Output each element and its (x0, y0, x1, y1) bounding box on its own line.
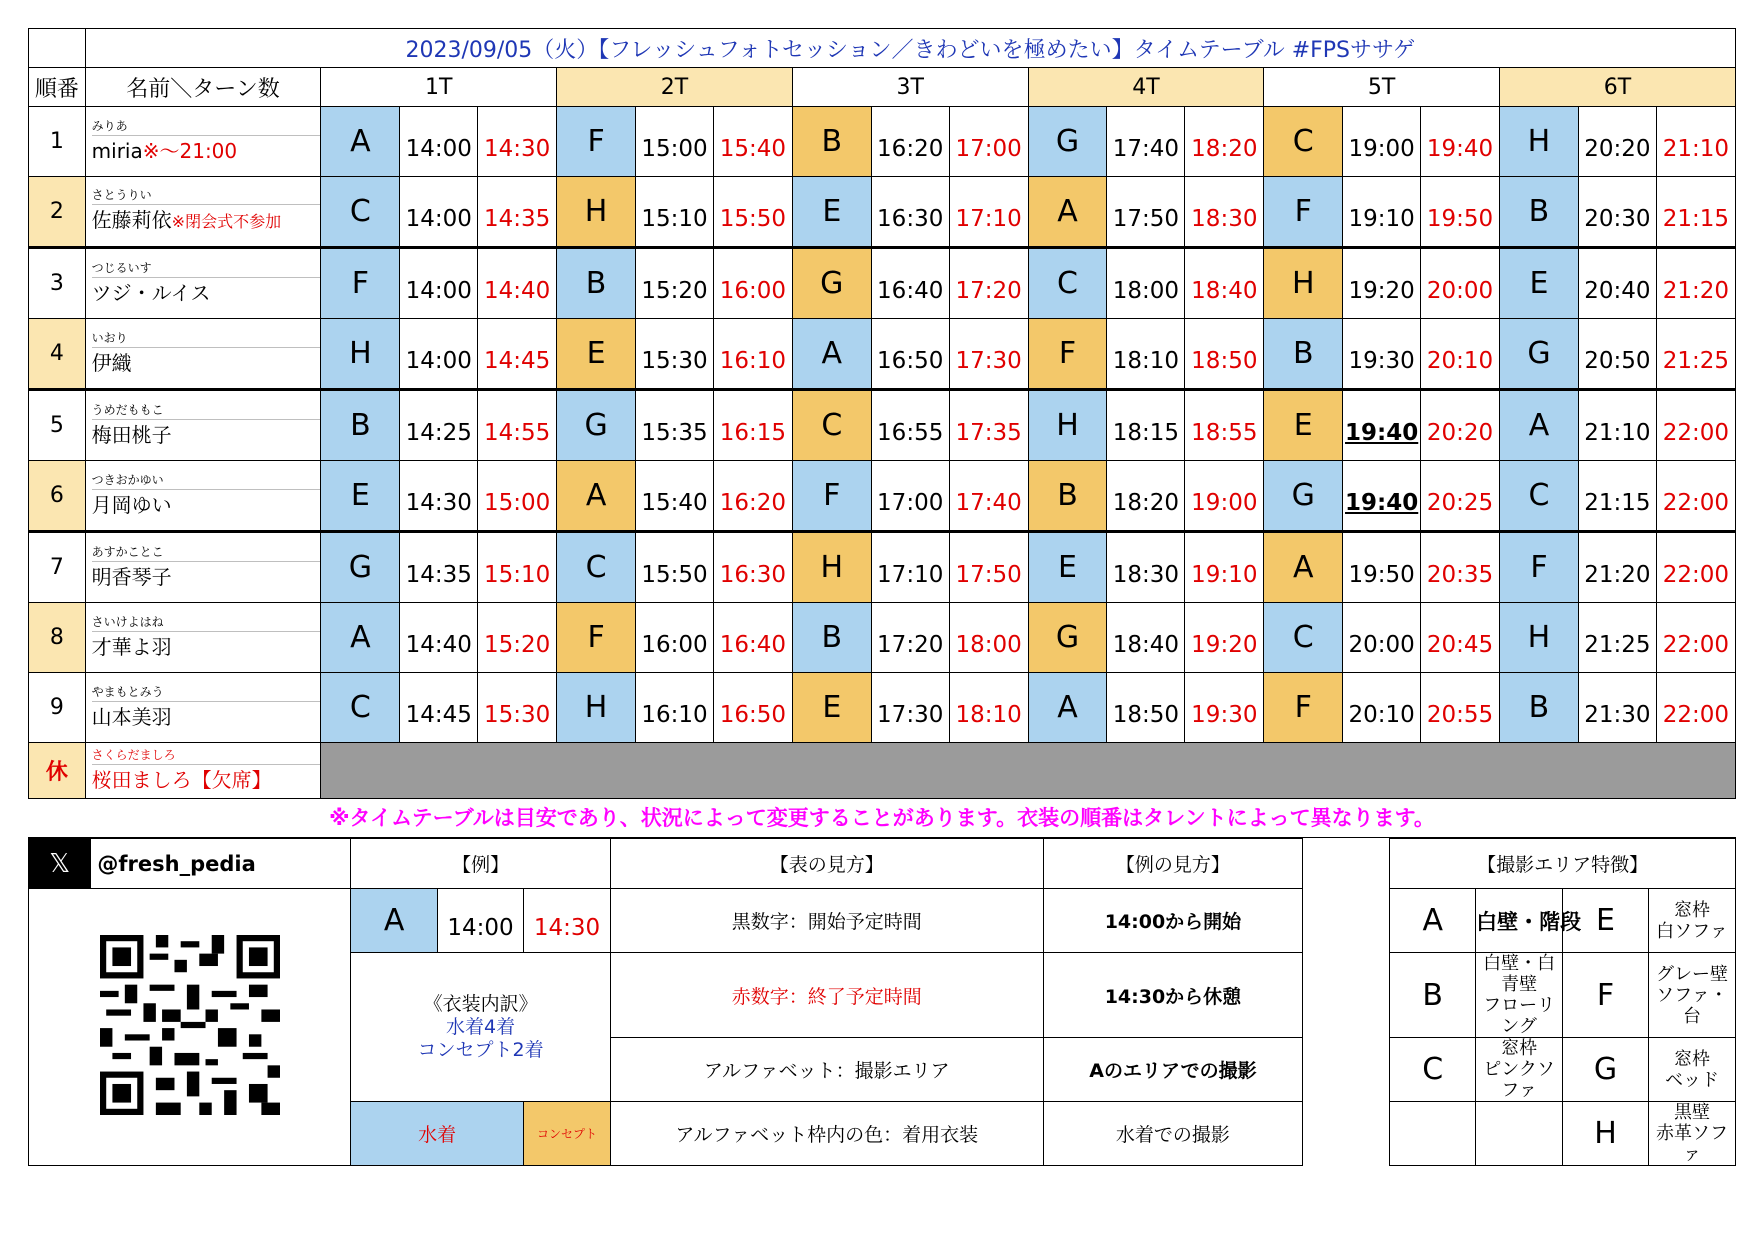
area-letter-e: E (1563, 889, 1649, 953)
area-cell: C (321, 177, 400, 248)
area-cell: F (792, 461, 871, 532)
how-area: アルファベット：撮影エリア (610, 1038, 1043, 1102)
end-time: 17:30 (949, 319, 1028, 390)
table-row (29, 390, 1736, 461)
area-desc-b: 白壁・白青壁 フローリング (1476, 953, 1563, 1038)
end-time: 21:10 (1656, 107, 1735, 177)
row-number: 9 (29, 673, 86, 743)
end-time: 19:10 (1185, 532, 1264, 603)
end-time: 20:45 (1421, 603, 1500, 673)
start-time: 14:25 (400, 390, 478, 461)
end-time: 18:10 (949, 673, 1028, 743)
start-time: 17:00 (871, 461, 949, 532)
area-cell: B (1500, 177, 1579, 248)
start-time: 19:00 (1343, 107, 1421, 177)
area-cell: B (792, 107, 871, 177)
area-cell: E (1500, 248, 1579, 319)
performer-name-text: 明香琴子 (91, 565, 172, 589)
table-row (29, 532, 1736, 603)
how-to-read-header: 【表の見方】 (610, 839, 1043, 889)
area-cell: B (1264, 319, 1343, 390)
area-cell: H (1500, 107, 1579, 177)
end-time: 22:00 (1656, 390, 1735, 461)
area-cell: E (792, 673, 871, 743)
name-kana: みりあ (92, 117, 327, 136)
start-time: 17:10 (871, 532, 949, 603)
area-desc-e: 窓枠 白ソファ (1648, 889, 1735, 953)
performer-name-cell (85, 248, 321, 319)
row-number: 6 (29, 461, 86, 532)
turn-header-3: 3T (792, 68, 1028, 107)
end-time: 20:20 (1421, 390, 1500, 461)
area-cell: H (557, 673, 636, 743)
name-kana: さとうりい (92, 186, 327, 205)
end-time: 18:00 (949, 603, 1028, 673)
area-cell: C (792, 390, 871, 461)
end-time: 17:10 (949, 177, 1028, 248)
end-time: 14:55 (478, 390, 557, 461)
area-cell: F (1028, 319, 1107, 390)
example-header: 【例】 (351, 839, 611, 889)
end-time: 16:15 (713, 390, 792, 461)
absent-name: 桜田ましろ【欠席】 (91, 768, 272, 792)
end-time: 17:00 (949, 107, 1028, 177)
end-time: 18:20 (1185, 107, 1264, 177)
performer-name (92, 490, 321, 520)
end-time: 22:00 (1656, 532, 1735, 603)
area-cell: A (321, 603, 400, 673)
page-title: 2023/09/05（火）【フレッシュフォトセッション／きわどいを極めたい】タイムテーブル #FPSササゲ (85, 29, 1735, 68)
swim-legend: 水着 (351, 1102, 524, 1166)
absent-name-cell (85, 743, 321, 799)
performer-name-text: 佐藤莉依 (91, 208, 172, 232)
how-start: 黒数字：開始予定時間 (610, 889, 1043, 953)
start-time: 16:40 (871, 248, 949, 319)
start-time: 17:50 (1107, 177, 1185, 248)
how-color: アルファベット枠内の色：着用衣装 (610, 1102, 1043, 1166)
area-cell: E (557, 319, 636, 390)
start-time: 20:20 (1578, 107, 1656, 177)
performer-name-text: 山本美羽 (91, 705, 172, 729)
start-time: 16:10 (636, 673, 714, 743)
performer-name-cell (85, 390, 321, 461)
order-header: 順番 (29, 68, 86, 107)
performer-name-cell (85, 319, 321, 390)
area-cell: B (1500, 673, 1579, 743)
area-cell: F (557, 603, 636, 673)
table-row (29, 248, 1736, 319)
example-start: 14:00 (438, 889, 524, 953)
area-cell: A (792, 319, 871, 390)
name-kana: うめだももこ (92, 401, 327, 420)
performer-name-text: 伊織 (91, 351, 132, 375)
area-cell: E (321, 461, 400, 532)
area-cell: G (1028, 603, 1107, 673)
area-desc-g: 窓枠 ベッド (1648, 1038, 1735, 1102)
end-time: 20:10 (1421, 319, 1500, 390)
area-cell: H (1264, 248, 1343, 319)
start-time: 14:35 (400, 532, 478, 603)
area-cell: C (1264, 107, 1343, 177)
row-number: 4 (29, 319, 86, 390)
area-features-header: 【撮影エリア特徴】 (1390, 839, 1736, 889)
start-time: 19:10 (1343, 177, 1421, 248)
end-time: 18:50 (1185, 319, 1264, 390)
area-cell: A (1028, 673, 1107, 743)
start-time: 16:20 (871, 107, 949, 177)
end-time: 15:40 (713, 107, 792, 177)
start-time: 18:50 (1107, 673, 1185, 743)
turn-header-4: 4T (1028, 68, 1264, 107)
performer-name-text: ツジ・ルイス (91, 281, 211, 305)
start-time: 20:10 (1343, 673, 1421, 743)
start-time: 19:40 (1343, 390, 1421, 461)
x-logo-icon: 𝕏 (29, 839, 91, 889)
end-time: 18:40 (1185, 248, 1264, 319)
start-time: 18:20 (1107, 461, 1185, 532)
area-cell: F (1264, 673, 1343, 743)
end-time: 21:20 (1656, 248, 1735, 319)
row-number: 3 (29, 248, 86, 319)
area-desc-h: 黒壁 赤革ソファ (1648, 1102, 1735, 1166)
start-time: 15:30 (636, 319, 714, 390)
start-time: 18:10 (1107, 319, 1185, 390)
performer-name-cell (85, 532, 321, 603)
performer-name (92, 632, 321, 662)
area-cell: C (557, 532, 636, 603)
area-cell: G (1264, 461, 1343, 532)
area-cell: B (1028, 461, 1107, 532)
end-time: 15:50 (713, 177, 792, 248)
start-time: 15:40 (636, 461, 714, 532)
area-letter-b: B (1390, 953, 1476, 1038)
ex-how-area: Aのエリアでの撮影 (1043, 1038, 1303, 1102)
performer-name-text: 月岡ゆい (91, 493, 172, 517)
area-cell: E (792, 177, 871, 248)
end-time: 22:00 (1656, 673, 1735, 743)
end-time: 19:50 (1421, 177, 1500, 248)
turn-header-1: 1T (321, 68, 557, 107)
performer-name-text: 才華よ羽 (91, 635, 172, 659)
ex-how-color: 水着での撮影 (1043, 1102, 1303, 1166)
end-time: 19:30 (1185, 673, 1264, 743)
area-cell: C (321, 673, 400, 743)
end-time: 20:00 (1421, 248, 1500, 319)
start-time: 16:55 (871, 390, 949, 461)
area-cell: A (1028, 177, 1107, 248)
performer-name-cell (85, 177, 321, 248)
ex-how-end: 14:30から休憩 (1043, 953, 1303, 1038)
performer-name-text: miria (91, 139, 143, 163)
performer-name (92, 205, 321, 237)
area-cell: G (1028, 107, 1107, 177)
table-row (29, 177, 1736, 248)
area-cell: F (1500, 532, 1579, 603)
area-letter-c: C (1390, 1038, 1476, 1102)
end-time: 21:25 (1656, 319, 1735, 390)
area-cell: A (1264, 532, 1343, 603)
start-time: 21:15 (1578, 461, 1656, 532)
performer-name (92, 278, 321, 308)
area-cell: A (557, 461, 636, 532)
area-cell: F (557, 107, 636, 177)
end-time: 20:55 (1421, 673, 1500, 743)
performer-name-cell (85, 107, 321, 177)
start-time: 18:40 (1107, 603, 1185, 673)
start-time: 16:50 (871, 319, 949, 390)
area-cell: A (321, 107, 400, 177)
end-time: 17:35 (949, 390, 1028, 461)
performer-name-text: 梅田桃子 (91, 423, 172, 447)
start-time: 14:45 (400, 673, 478, 743)
how-end: 赤数字：終了予定時間 (610, 953, 1043, 1038)
name-kana: つきおかゆい (92, 471, 327, 490)
end-time: 14:40 (478, 248, 557, 319)
start-time: 20:50 (1578, 319, 1656, 390)
performer-name-cell (85, 603, 321, 673)
end-time: 14:45 (478, 319, 557, 390)
start-time: 15:50 (636, 532, 714, 603)
start-time: 20:00 (1343, 603, 1421, 673)
start-time: 18:30 (1107, 532, 1185, 603)
end-time: 16:00 (713, 248, 792, 319)
row-number: 2 (29, 177, 86, 248)
area-desc-a: 白壁・階段 (1476, 889, 1563, 953)
absent-row (29, 743, 1736, 799)
absent-gray-fill (321, 743, 1736, 799)
area-cell: E (1264, 390, 1343, 461)
start-time: 16:00 (636, 603, 714, 673)
end-time: 15:20 (478, 603, 557, 673)
area-cell: H (1500, 603, 1579, 673)
timetable-sheet (28, 28, 1736, 1166)
end-time: 16:20 (713, 461, 792, 532)
area-letter-f: F (1563, 953, 1649, 1038)
end-time: 15:10 (478, 532, 557, 603)
area-desc-empty (1476, 1102, 1563, 1166)
example-area: A (351, 889, 438, 953)
area-cell: F (1264, 177, 1343, 248)
area-letter-g: G (1563, 1038, 1649, 1102)
table-row (29, 461, 1736, 532)
area-cell: H (792, 532, 871, 603)
name-kana: やまもとみう (92, 683, 327, 702)
ex-how-start: 14:00から開始 (1043, 889, 1303, 953)
start-time: 14:00 (400, 107, 478, 177)
start-time: 17:20 (871, 603, 949, 673)
start-time: 16:30 (871, 177, 949, 248)
area-cell: C (1500, 461, 1579, 532)
start-time: 19:30 (1343, 319, 1421, 390)
end-time: 17:20 (949, 248, 1028, 319)
area-cell: H (1028, 390, 1107, 461)
absent-mark: 休 (29, 743, 86, 799)
notice: ※タイムテーブルは目安であり、状況によって変更することがあります。衣装の順番はタレントによって異なります。 (28, 799, 1736, 838)
costume-concept-count: コンセプト2着 (417, 1038, 544, 1061)
name-kana: さいけよはね (92, 613, 327, 632)
corner-cell (29, 29, 86, 68)
start-time: 17:30 (871, 673, 949, 743)
row-number: 8 (29, 603, 86, 673)
performer-note: ※～21:00 (142, 139, 238, 163)
start-time: 20:30 (1578, 177, 1656, 248)
social-handle[interactable]: @fresh_pedia (91, 839, 351, 889)
table-row (29, 319, 1736, 390)
table-row (29, 107, 1736, 177)
performer-name (92, 348, 321, 378)
qr-code (29, 889, 351, 1166)
area-cell: C (1264, 603, 1343, 673)
costume-breakdown (351, 953, 611, 1102)
example-read-header: 【例の見方】 (1043, 839, 1303, 889)
performer-name-cell (85, 673, 321, 743)
name-kana: つじるいす (92, 259, 327, 278)
start-time: 18:15 (1107, 390, 1185, 461)
timetable (28, 28, 1736, 799)
end-time: 22:00 (1656, 461, 1735, 532)
area-letter-h: H (1563, 1102, 1649, 1166)
name-turns-header: 名前＼ターン数 (85, 68, 321, 107)
end-time: 17:40 (949, 461, 1028, 532)
end-time: 19:00 (1185, 461, 1264, 532)
costume-title: 《衣装内訳》 (423, 992, 538, 1015)
start-time: 15:35 (636, 390, 714, 461)
area-cell: H (557, 177, 636, 248)
end-time: 19:40 (1421, 107, 1500, 177)
start-time: 14:00 (400, 319, 478, 390)
end-time: 18:30 (1185, 177, 1264, 248)
performer-name (92, 562, 321, 592)
end-time: 15:30 (478, 673, 557, 743)
start-time: 21:25 (1578, 603, 1656, 673)
qr-code-icon (100, 935, 280, 1115)
start-time: 21:30 (1578, 673, 1656, 743)
row-number: 5 (29, 390, 86, 461)
area-cell: G (557, 390, 636, 461)
end-time: 22:00 (1656, 603, 1735, 673)
example-end: 14:30 (523, 889, 610, 953)
name-kana: あすかことこ (92, 543, 327, 562)
start-time: 14:40 (400, 603, 478, 673)
end-time: 14:30 (478, 107, 557, 177)
turn-header-2: 2T (557, 68, 793, 107)
area-cell: E (1028, 532, 1107, 603)
performer-name (92, 420, 321, 450)
area-cell: G (1500, 319, 1579, 390)
table-row (29, 603, 1736, 673)
area-cell: B (792, 603, 871, 673)
end-time: 18:55 (1185, 390, 1264, 461)
end-time: 19:20 (1185, 603, 1264, 673)
end-time: 16:40 (713, 603, 792, 673)
area-cell: H (321, 319, 400, 390)
end-time: 20:25 (1421, 461, 1500, 532)
area-cell: F (321, 248, 400, 319)
row-number: 1 (29, 107, 86, 177)
start-time: 14:00 (400, 177, 478, 248)
area-cell: G (321, 532, 400, 603)
end-time: 17:50 (949, 532, 1028, 603)
concept-legend: コンセプト (523, 1102, 610, 1166)
legend-table (28, 838, 1736, 1166)
name-kana: いおり (92, 329, 327, 348)
start-time: 17:40 (1107, 107, 1185, 177)
start-time: 18:00 (1107, 248, 1185, 319)
end-time: 15:00 (478, 461, 557, 532)
performer-name (92, 136, 321, 166)
end-time: 20:35 (1421, 532, 1500, 603)
start-time: 19:20 (1343, 248, 1421, 319)
table-row (29, 673, 1736, 743)
turn-header-6: 6T (1500, 68, 1736, 107)
start-time: 14:30 (400, 461, 478, 532)
row-number: 7 (29, 532, 86, 603)
turn-header-5: 5T (1264, 68, 1500, 107)
area-cell: B (321, 390, 400, 461)
performer-name (92, 702, 321, 732)
performer-name-cell (85, 461, 321, 532)
end-time: 16:50 (713, 673, 792, 743)
start-time: 14:00 (400, 248, 478, 319)
end-time: 21:15 (1656, 177, 1735, 248)
performer-note: ※閉会式不参加 (171, 212, 282, 231)
area-cell: C (1028, 248, 1107, 319)
area-desc-f: グレー壁 ソファ・台 (1648, 953, 1735, 1038)
start-time: 15:00 (636, 107, 714, 177)
start-time: 21:20 (1578, 532, 1656, 603)
absent-kana: さくらだましろ (92, 746, 327, 765)
end-time: 14:35 (478, 177, 557, 248)
area-cell: A (1500, 390, 1579, 461)
area-desc-c: 窓枠 ピンクソファ (1476, 1038, 1563, 1102)
area-cell: G (792, 248, 871, 319)
start-time: 15:10 (636, 177, 714, 248)
area-letter-a: A (1390, 889, 1476, 953)
start-time: 20:40 (1578, 248, 1656, 319)
start-time: 15:20 (636, 248, 714, 319)
start-time: 21:10 (1578, 390, 1656, 461)
start-time: 19:50 (1343, 532, 1421, 603)
area-letter-empty (1390, 1102, 1476, 1166)
area-cell: B (557, 248, 636, 319)
end-time: 16:30 (713, 532, 792, 603)
costume-swim-count: 水着4着 (446, 1015, 516, 1038)
end-time: 16:10 (713, 319, 792, 390)
start-time: 19:40 (1343, 461, 1421, 532)
